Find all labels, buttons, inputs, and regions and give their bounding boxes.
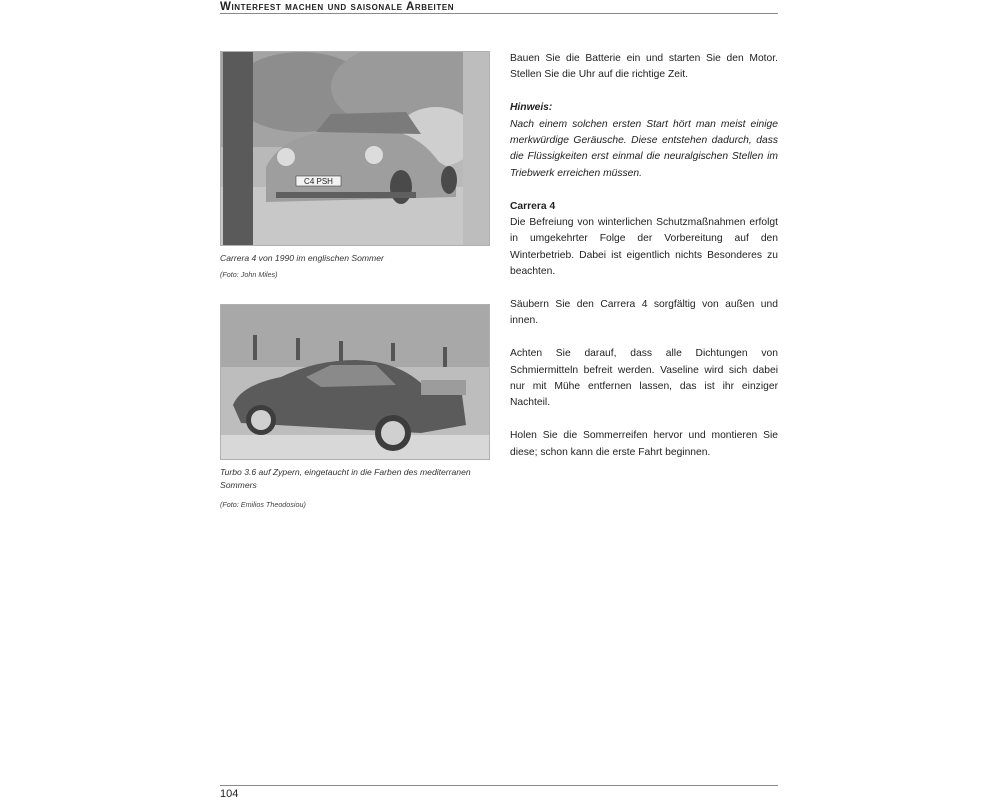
photo-carrera-4 bbox=[220, 51, 490, 246]
body-paragraph: Achten Sie darauf, dass alle Dichtungen von Schmiermitteln befreit werden. Vaseline wird sich dabei nur mit Mühe entfernen lassen, das ist ihr einziger Nachteil. bbox=[510, 348, 778, 409]
figure-1-caption: Carrera 4 von 1990 im englischen Sommer bbox=[220, 253, 384, 263]
body-paragraph: Holen Sie die Sommerreifen hervor und montieren Sie diese; schon kann die erste Fahrt beginnen. bbox=[510, 430, 778, 458]
section-heading: Carrera 4 bbox=[510, 200, 556, 212]
header-divider bbox=[220, 13, 778, 14]
photo-turbo-3-6 bbox=[220, 304, 490, 460]
figure-2-caption: Turbo 3.6 auf Zypern, eingetaucht in die Farben des mediterranen Sommers bbox=[220, 467, 471, 490]
body-paragraph: Die Befreiung von winterlichen Schutzmaßnahmen erfolgt in umgekehrter Folge der Vorbereitung auf den Winterbetrieb. Dabei ist eigentlich nichts Besonderes zu beachten. bbox=[510, 217, 778, 278]
running-header-title: Winterfest machen und saisonale Arbeiten bbox=[220, 1, 455, 13]
car-photo-image bbox=[221, 52, 489, 245]
footer-divider bbox=[220, 785, 778, 786]
note-paragraph: Nach einem solchen ersten Start hört man meist einige merkwürdige Geräusche. Diese entstehen dadurch, dass die Flüssigkeiten erst einmal die neuralgischen Stellen im Triebwerk erreichen müssen. bbox=[510, 118, 778, 179]
intro-paragraph: Bauen Sie die Batterie ein und starten Sie den Motor. Stellen Sie die Uhr auf die richtige Zeit. bbox=[510, 53, 778, 81]
car-photo-image bbox=[221, 305, 489, 459]
body-text-column bbox=[510, 51, 778, 477]
license-plate: C4 PSH bbox=[304, 177, 333, 186]
body-paragraph: Säubern Sie den Carrera 4 sorgfältig von außen und innen. bbox=[510, 299, 778, 327]
figure-1-credit: (Foto: John Miles) bbox=[220, 270, 278, 279]
note-heading: Hinweis: bbox=[510, 102, 553, 114]
figure-2-credit: (Foto: Emilios Theodosiou) bbox=[220, 500, 306, 509]
page-number: 104 bbox=[220, 788, 239, 800]
